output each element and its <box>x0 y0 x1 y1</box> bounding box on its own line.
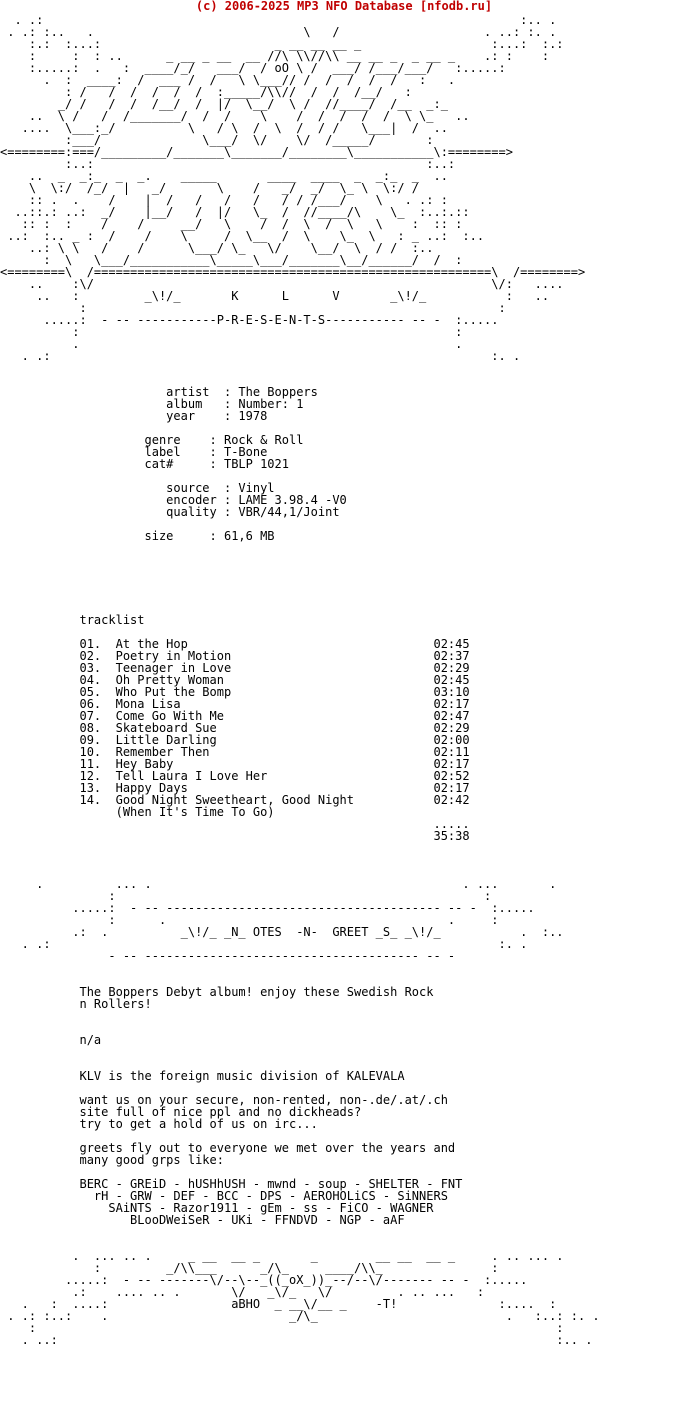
nfo-line: want us on your secure, non-rented, non-.de/.at/.ch <box>0 1093 448 1107</box>
nfo-line: _/ / / / /__/ / |/ \__/ \ / //____/ /__ _:_ <box>0 97 448 111</box>
nfo-line: :___/ \___/ \/ \/ /_____/ : <box>0 133 434 147</box>
nfo-line: n Rollers! <box>0 997 152 1011</box>
nfo-line: . .: :. . <box>0 937 528 951</box>
nfo-line: site full of nice ppl and no dickheads? <box>0 1105 362 1119</box>
nfo-line: . ... .. . _ __ __ _ _ __ __ __ _ . .. ... . <box>0 1249 564 1263</box>
nfo-line: The Boppers Debyt album! enjoy these Swedish Rock <box>0 985 434 999</box>
nfo-line: cat# : TBLP 1021 <box>0 457 289 471</box>
nfo-line: .: .... .. . \/ _\/_ \/ . .. ... : <box>0 1285 485 1299</box>
nfo-line: - -- -------------------------------------- -- - <box>0 949 456 963</box>
nfo-line: 10. Remember Then 02:11 <box>0 745 470 759</box>
nfo-line: :..: :..: <box>0 157 456 171</box>
nfo-line: 04. Oh Pretty Woman 02:45 <box>0 673 470 687</box>
nfo-line: .... \___:_/ \ / \ / \ / / / \___| / .. <box>0 121 448 135</box>
nfo-line: 02. Poetry in Motion 02:37 <box>0 649 470 663</box>
nfo-line: many good grps like: <box>0 1153 224 1167</box>
nfo-line: .....: - -- -----------P-R-E-S-E-N-T-S----------- -- - :..... <box>0 313 499 327</box>
copyright-header: (c) 2006-2025 MP3 NFO Database [nfodb.ru] <box>195 0 493 13</box>
nfo-line: . ... . . ... . <box>0 877 557 891</box>
nfo-line: source : Vinyl <box>0 481 275 495</box>
nfo-line: BLooDWeiSeR - UKi - FFNDVD - NGP - aAF <box>0 1213 405 1227</box>
nfo-line: \ \:/ /_/ | _/ \ / _/ _/ \_ \ \:/ / <box>0 181 420 195</box>
nfo-line: : : <box>0 1321 564 1335</box>
nfo-line: :.: :...: _ __ __ __ _ :...: :.: <box>0 37 564 51</box>
nfo-line: 35:38 <box>0 829 470 843</box>
nfo-line: tracklist <box>0 613 145 627</box>
nfo-line: .. :\/ \/: .... <box>0 277 564 291</box>
nfo-line: year : 1978 <box>0 409 268 423</box>
nfo-line: . : ____: / ___ / / \ \___// / / / / / : . <box>0 73 456 87</box>
nfo-line: . .: :..: . _/\_ . :..: :. . <box>0 1309 600 1323</box>
nfo-line: . . <box>0 337 463 351</box>
nfo-line: . .: :. . <box>0 349 521 363</box>
nfo-line: (When It's Time To Go) <box>0 805 275 819</box>
nfo-line: 01. At the Hop 02:45 <box>0 637 470 651</box>
nfo-line: : \ \___/___________\_____\___/_______\__/______/ / : <box>0 253 463 267</box>
nfo-line: .....: - -- -------\/--\--_((_oX_))_--/--\/------- -- - :..... <box>0 1273 528 1287</box>
nfo-line: SAiNTS - Razor1911 - gEm - ss - FiCO - WAGNER <box>0 1201 434 1215</box>
nfo-line: ..: :.. _ : / / \ / \__ / \ \_ \ : _ ..: :.. <box>0 229 485 243</box>
nfo-line: 08. Skateboard Sue 02:29 <box>0 721 470 735</box>
nfo-line: .. \ / / /_______/ / / \ / / / / / \ \_ .. <box>0 109 470 123</box>
nfo-line: encoder : LAME 3.98.4 -V0 <box>0 493 347 507</box>
nfo-line: BERC - GREiD - hUSHhUSH - mwnd - soup - SHELTER - FNT <box>0 1177 463 1191</box>
nfo-line: : : <box>0 325 463 339</box>
nfo-line: ..::.: ..: _/ |__/ / |/ \_ / //____/\ \_ :..:.:: <box>0 205 470 219</box>
nfo-line: <========:===/_________/_______\_______/________\___________\:========> <box>0 145 513 159</box>
nfo-line: 06. Mona Lisa 02:17 <box>0 697 470 711</box>
nfo-line: album : Number: 1 <box>0 397 304 411</box>
nfo-line: size : 61,6 MB <box>0 529 275 543</box>
nfo-line: label : T-Bone <box>0 445 268 459</box>
nfo-line: greets fly out to everyone we met over the years and <box>0 1141 456 1155</box>
nfo-line: : : <box>0 889 492 903</box>
nfo-line: <========\ /=======================================================\ /========> <box>0 265 586 279</box>
nfo-line: 11. Hey Baby 02:17 <box>0 757 470 771</box>
nfo-line: 12. Tell Laura I Love Her 02:52 <box>0 769 470 783</box>
nfo-line: n/a <box>0 1033 102 1047</box>
nfo-line: rH - GRW - DEF - BCC - DPS - AEROHOLiCS - SiNNERS <box>0 1189 448 1203</box>
nfo-text-body <box>0 14 688 1346</box>
nfo-line: .....: - -- -------------------------------------- -- - :..... <box>0 901 535 915</box>
nfo-line: .. _ _:_ _ _. _____ ____ ____ _ _:_ _ .. <box>0 169 448 183</box>
nfo-line: 05. Who Put the Bomp 03:10 <box>0 685 470 699</box>
nfo-line: 14. Good Night Sweetheart, Good Night 02:42 <box>0 793 470 807</box>
nfo-line: 03. Teenager in Love 02:29 <box>0 661 470 675</box>
nfo-line: .. : _\!/_ K L V _\!/_ : .. <box>0 289 550 303</box>
nfo-line: KLV is the foreign music division of KALEVALA <box>0 1069 405 1083</box>
nfo-line: ..: \ \ / / \___/ \_ \/ \__/ \ / / :.. <box>0 241 434 255</box>
nfo-line: 07. Come Go With Me 02:47 <box>0 709 470 723</box>
nfo-line: :: : : / / __/ \ / / \ / \ \ : :: : <box>0 217 463 231</box>
nfo-line: 09. Little Darling 02:00 <box>0 733 470 747</box>
nfo-line: :.....: . : ____/_/ ___/ / oO \ / ___/ /___/___/ :.....: <box>0 61 506 75</box>
nfo-line: . .: :.. . \ / . ..: :. . <box>0 25 557 39</box>
nfo-line: try to get a hold of us on irc... <box>0 1117 318 1131</box>
nfo-line: : / / / / / / :_____/\\// / / /__/ : <box>0 85 412 99</box>
nfo-line: 13. Happy Days 02:17 <box>0 781 470 795</box>
nfo-line: . : ....: aBHO _ __\/__ _ -T! :.... : <box>0 1297 557 1311</box>
nfo-line: : . . : <box>0 913 499 927</box>
nfo-line: : : <box>0 301 506 315</box>
nfo-line: .: . _\!/_ _N_ OTES -N- GREET _S_ _\!/_ . :.. <box>0 925 564 939</box>
nfo-line: . .: :.. . <box>0 14 557 27</box>
nfo-line: . ..: :.. . <box>0 1333 593 1346</box>
nfo-line: artist : The Boppers <box>0 385 318 399</box>
nfo-line: :: . . / | / / / / / / /___/ \ . .: : <box>0 193 448 207</box>
nfo-line: : : : .. _ __ _ __ __ //\ \\//\\ __ __ _ _ __ _ .: : : <box>0 49 550 63</box>
nfo-line: quality : VBR/44,1/Joint <box>0 505 340 519</box>
nfo-line: : _/\\___ _/\_ ____/\\_ : <box>0 1261 499 1275</box>
nfo-line: ..... <box>0 817 470 831</box>
nfo-line: genre : Rock & Roll <box>0 433 304 447</box>
